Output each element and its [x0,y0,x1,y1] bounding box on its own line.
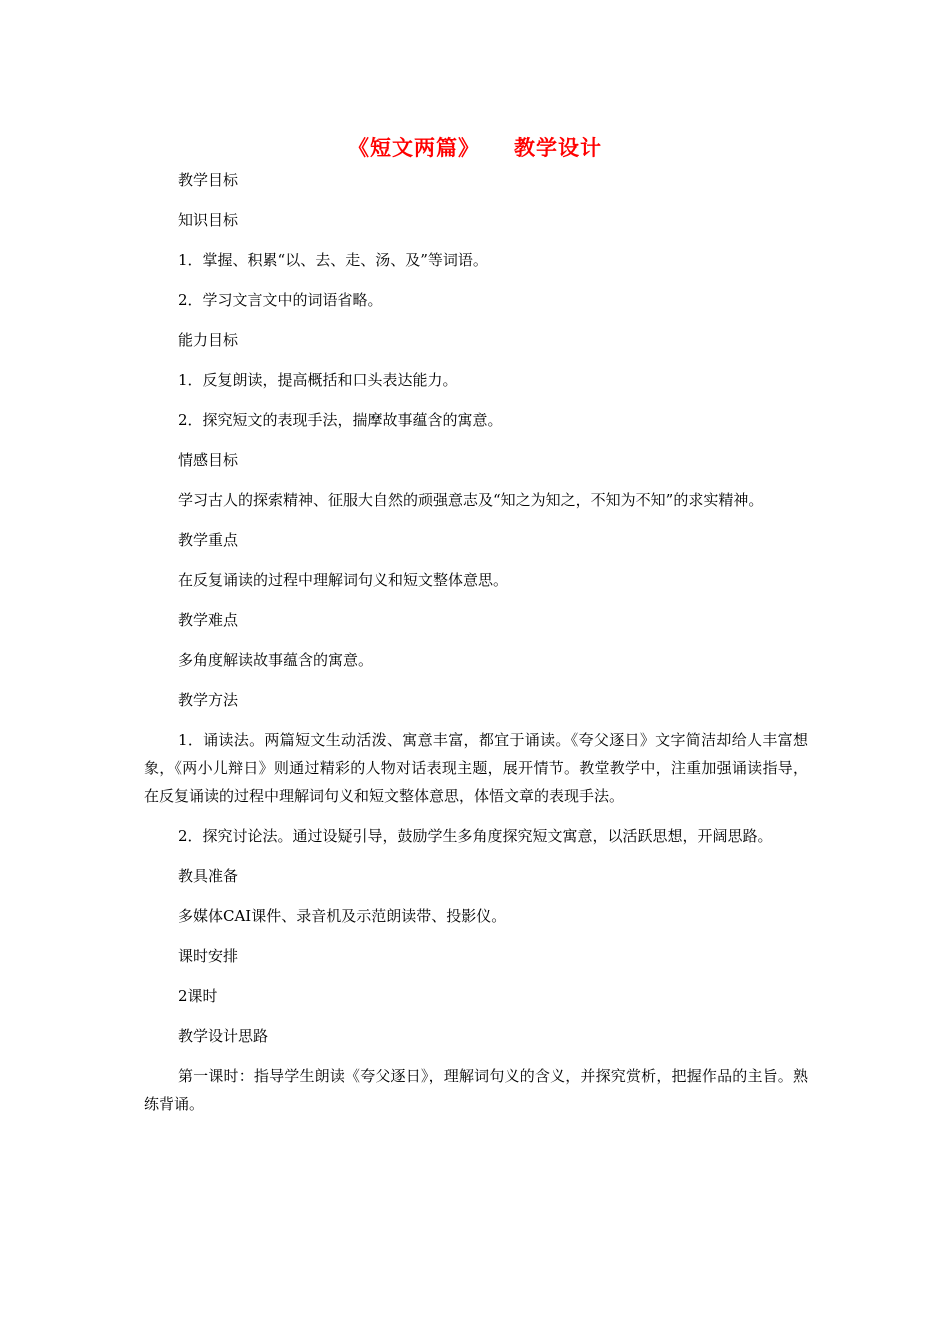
heading-methods: 教学方法 [178,691,239,709]
materials-text: 多媒体CAI课件、录音机及示范朗读带、投影仪。 [178,907,507,925]
difficulties-text: 多角度解读故事蕴含的寓意。 [178,651,374,669]
ability-goal-2: 2．探究短文的表现手法，揣摩故事蕴含的寓意。 [178,411,503,429]
document-body [144,166,808,1130]
design-ideas-text: 第一课时：指导学生朗读《夸父逐日》，理解词句义的含义，并探究赏析，把握作品的主旨。熟练背诵。 [144,1067,808,1113]
method-2-text: 2．探究讨论法。通过设疑引导，鼓励学生多角度探究短文寓意，以活跃思想，开阔思路。 [178,827,773,845]
heading-design-ideas: 教学设计思路 [178,1027,269,1045]
title-text: 《短文两篇》 [348,135,480,160]
document-title [0,130,950,166]
heading-materials: 教具准备 [178,867,239,885]
knowledge-goal-1: 1．掌握、积累“以、去、走、汤、及”等词语。 [178,251,488,269]
heading-schedule: 课时安排 [178,947,239,965]
heading-knowledge-goals: 知识目标 [178,211,239,229]
heading-teaching-goals: 教学目标 [178,171,239,189]
title-subtitle: 教学设计 [514,135,602,160]
schedule-text: 2课时 [178,987,218,1005]
heading-ability-goals: 能力目标 [178,331,239,349]
knowledge-goal-2: 2．学习文言文中的词语省略。 [178,291,383,309]
heading-difficulties: 教学难点 [178,611,239,629]
ability-goal-1: 1．反复朗读，提高概括和口头表达能力。 [178,371,458,389]
method-1-text: 1．诵读法。两篇短文生动活泼、寓意丰富，都宜于诵读。《夸父逐日》文字简洁却给人丰富想象，《两小儿辩日》则通过精彩的人物对话表现主题，展开情节。教堂教学中，注重加强诵读指导，在反复诵读的过程中理解词句义和短文整体意思，体悟文章的表现手法。 [144,731,808,805]
emotion-goal-text: 学习古人的探索精神、征服大自然的顽强意志及“知之为知之，不知为不知”的求实精神。 [178,491,764,509]
key-points-text: 在反复诵读的过程中理解词句义和短文整体意思。 [178,571,509,589]
heading-key-points: 教学重点 [178,531,239,549]
heading-emotion-goals: 情感目标 [178,451,239,469]
